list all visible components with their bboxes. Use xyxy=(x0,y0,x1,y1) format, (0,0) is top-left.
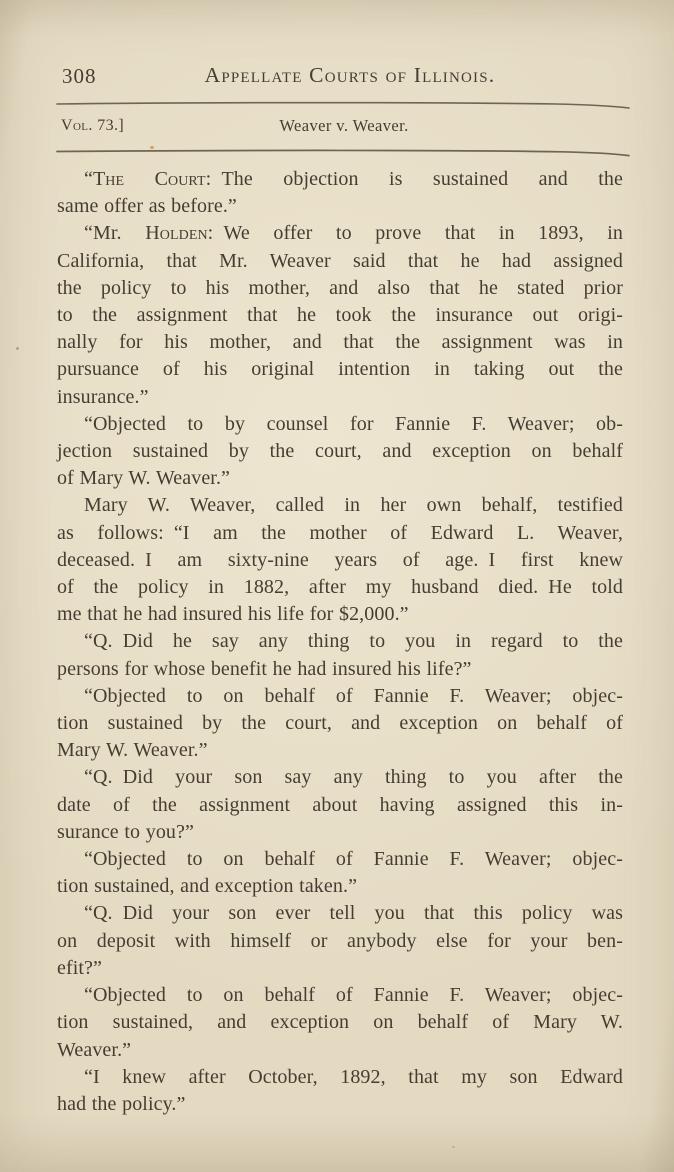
paragraph xyxy=(57,411,623,493)
text-segment: the policy to his mother, and also that he stated prior xyxy=(57,276,623,299)
text-segment: jection sustained by the court, and exception on behalf xyxy=(57,440,623,463)
text-segment: had the policy.” xyxy=(57,1092,186,1115)
text-segment: on deposit with himself or anybody else for your ben- xyxy=(57,929,623,952)
text-segment: of Mary W. Weaver.” xyxy=(57,467,231,490)
page-number: 308 xyxy=(62,64,97,88)
paragraph xyxy=(57,628,623,682)
text-line xyxy=(57,411,623,438)
text-segment: deceased. I am sixty-nine years of age. I first knew xyxy=(57,548,623,571)
text-segment: “I knew after October, 1892, that my son Edward xyxy=(84,1065,623,1088)
text-line xyxy=(57,928,623,955)
text-segment: “Objected to on behalf of Fannie F. Weaver; objec- xyxy=(84,848,623,871)
text-line xyxy=(57,601,623,628)
text-segment: insurance.” xyxy=(57,385,149,408)
text-line xyxy=(57,955,623,982)
text-line xyxy=(57,193,623,220)
text-line xyxy=(57,683,623,710)
text-line xyxy=(57,1009,623,1036)
text-line xyxy=(57,384,623,411)
text-segment: “Objected to on behalf of Fannie F. Weaver; objec- xyxy=(84,684,623,707)
text-line xyxy=(57,492,623,519)
text-line xyxy=(57,465,623,492)
text-line xyxy=(57,982,623,1009)
case-title: Weaver v. Weaver. xyxy=(279,116,409,135)
running-head: Appellate Courts of Illinois. xyxy=(204,63,496,87)
text-segment: same offer as before.” xyxy=(57,195,237,218)
text-line xyxy=(57,547,623,574)
paragraph xyxy=(57,166,623,220)
page-body xyxy=(57,166,623,1118)
text-segment: to the assignment that he took the insurance out origi- xyxy=(57,304,623,327)
text-line xyxy=(57,1064,623,1091)
text-line xyxy=(57,710,623,737)
paragraph xyxy=(57,683,623,765)
text-line xyxy=(57,873,623,900)
text-segment: “ xyxy=(84,168,93,190)
text-segment: persons for whose benefit he had insured his life?” xyxy=(57,657,472,680)
paragraph xyxy=(57,764,623,846)
text-line xyxy=(57,1091,623,1118)
foxing-speck xyxy=(16,347,19,350)
text-line xyxy=(57,275,623,302)
paragraph xyxy=(57,982,623,1064)
text-segment: We offer to prove that in 1893, in xyxy=(213,222,623,245)
text-segment: “Mr. xyxy=(84,222,146,245)
text-segment: me that he had insured his life for $2,000.” xyxy=(57,603,409,626)
header-rule-top xyxy=(56,99,630,109)
text-line xyxy=(57,846,623,873)
text-segment: “Q. Did your son say any thing to you after the xyxy=(84,766,623,789)
text-line xyxy=(57,900,623,927)
text-segment: surance to you?” xyxy=(57,820,194,843)
paragraph xyxy=(57,492,623,628)
text-line xyxy=(57,764,623,791)
text-line xyxy=(57,166,623,193)
text-segment: Mary W. Weaver, called in her own behalf, testified xyxy=(84,494,623,517)
text-line xyxy=(57,248,623,275)
paragraph xyxy=(57,846,623,900)
text-segment: as follows: “I am the mother of Edward L. Weaver, xyxy=(57,521,623,544)
text-segment: tion sustained by the court, and exception on behalf of xyxy=(57,712,623,735)
text-segment: pursuance of his original intention in taking out the xyxy=(57,358,623,381)
text-line xyxy=(57,302,623,329)
text-segment: “Objected to on behalf of Fannie F. Weaver; objec- xyxy=(84,984,623,1007)
text-line xyxy=(57,656,623,683)
paragraph xyxy=(57,1064,623,1118)
text-line xyxy=(57,574,623,601)
text-line xyxy=(57,628,623,655)
header-rule-bottom xyxy=(56,147,630,157)
text-segment: tion sustained, and exception taken.” xyxy=(57,875,358,898)
text-segment: date of the assignment about having assigned this in- xyxy=(57,793,623,816)
text-segment: “Objected to by counsel for Fannie F. Weaver; ob- xyxy=(84,412,623,435)
small-caps-text: Holden: xyxy=(145,222,214,245)
text-line xyxy=(57,356,623,383)
text-line xyxy=(57,819,623,846)
text-segment: efit?” xyxy=(57,956,103,979)
text-segment: “Q. Did he say any thing to you in regard to the xyxy=(84,630,623,653)
text-segment: of the policy in 1882, after my husband died. He told xyxy=(57,576,623,599)
text-segment: tion sustained, and exception on behalf of Mary W. xyxy=(57,1011,623,1034)
text-line xyxy=(57,329,623,356)
text-segment: California, that Mr. Weaver said that he had assigned xyxy=(57,249,623,272)
foxing-speck xyxy=(452,1146,455,1148)
text-segment: nally for his mother, and that the assignment was in xyxy=(57,331,623,354)
text-line xyxy=(57,1037,623,1064)
small-caps-text: The Court: xyxy=(92,168,212,190)
text-segment: Mary W. Weaver.” xyxy=(57,739,208,762)
text-line xyxy=(57,520,623,547)
volume-label: Vol. 73.] xyxy=(61,117,125,134)
text-line xyxy=(57,438,623,465)
text-line xyxy=(57,737,623,764)
paragraph xyxy=(57,220,623,410)
text-segment: Weaver.” xyxy=(57,1038,132,1061)
text-segment: The objection is sustained and the xyxy=(211,168,623,190)
text-line xyxy=(57,792,623,819)
text-line xyxy=(57,220,623,247)
text-segment: “Q. Did your son ever tell you that this policy was xyxy=(84,902,623,925)
paragraph xyxy=(57,900,623,982)
